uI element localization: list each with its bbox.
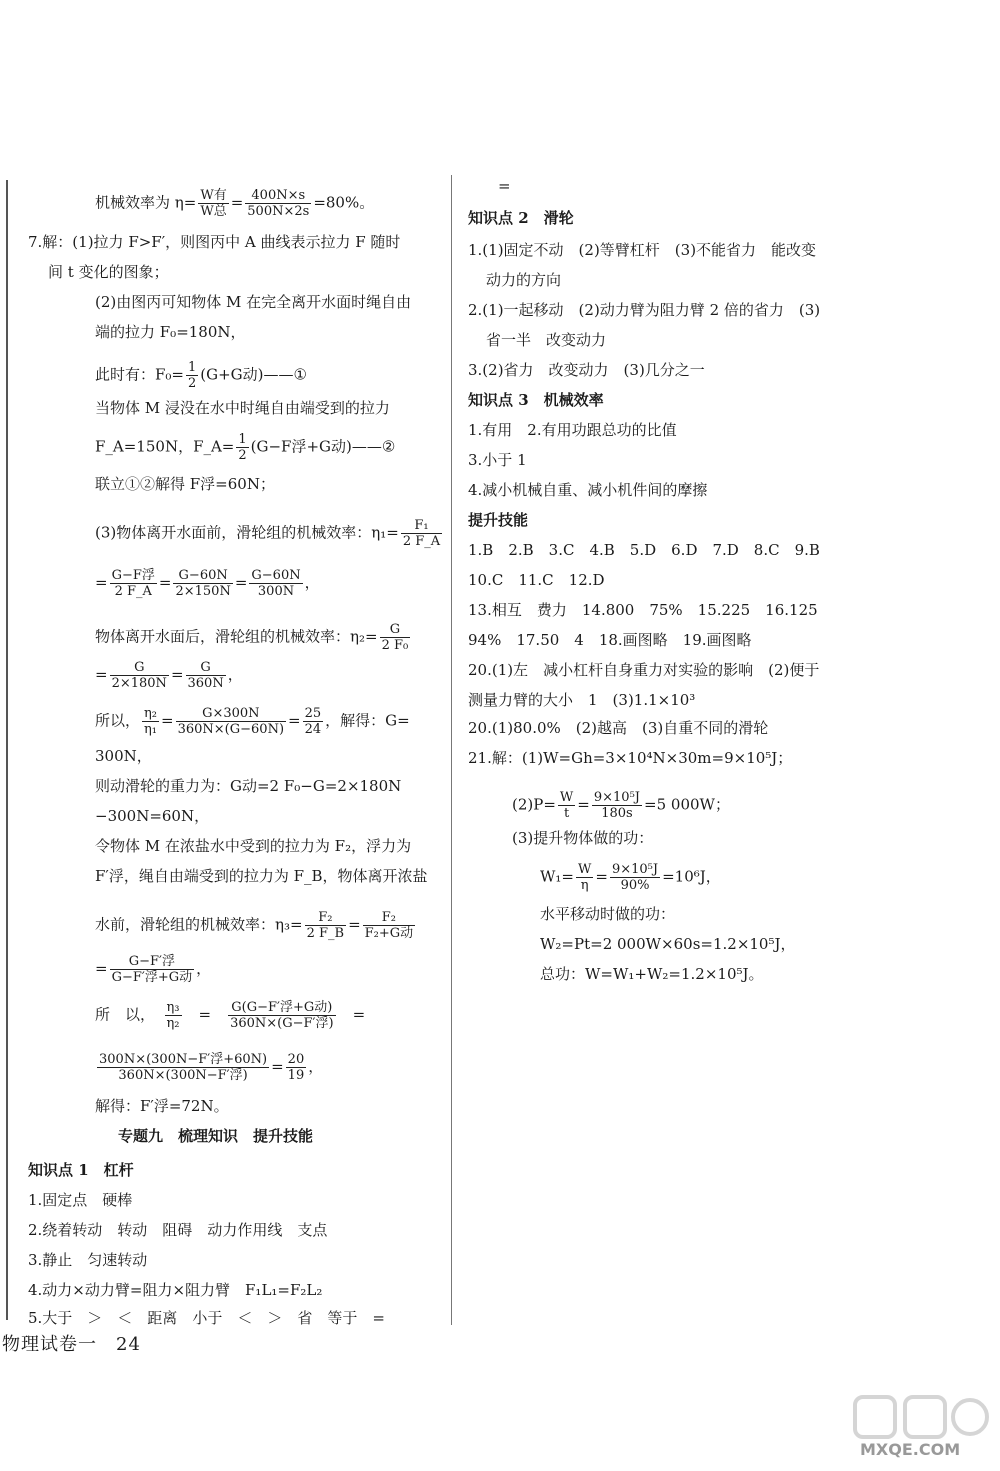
equation-text: = — [271, 1057, 284, 1076]
right-line-19: 21.解：(1)W=Gh=3×10⁴N×30m=9×10⁵J； — [468, 749, 793, 767]
fraction-denominator: 360N×(G−F′浮) — [230, 1016, 334, 1031]
fraction-denominator: 300N — [257, 584, 295, 599]
fraction-denominator: 2×150N — [175, 584, 231, 599]
equation-text: (3)物体离开水面前，滑轮组的机械效率：η₁= — [95, 523, 399, 542]
fraction-denominator: 2 F₀ — [381, 638, 409, 653]
right-line-21: (3)提升物体做的功： — [512, 829, 654, 847]
fraction — [303, 706, 324, 737]
fraction-denominator: 360N — [187, 676, 224, 691]
fraction-denominator: 2 F_A — [114, 584, 152, 599]
fraction-numerator: 25 — [304, 706, 322, 721]
equation-text: (G+G动)——① — [200, 365, 307, 384]
fraction — [142, 706, 159, 737]
fraction-numerator: 1 — [188, 360, 197, 375]
fraction — [380, 622, 411, 653]
fraction — [110, 660, 169, 691]
right-line-10: 4.减小机械自重、减小机件间的摩擦 — [468, 481, 708, 499]
right-line-9: 3.小于 1 — [468, 451, 527, 469]
left-line-16: −300N=60N， — [95, 807, 210, 825]
equation-text: = — [348, 915, 361, 934]
fraction — [576, 862, 593, 893]
right-line-5: 省一半 改变动力 — [486, 331, 607, 349]
fraction-denominator: G−F′浮+G动 — [111, 970, 193, 985]
fraction-denominator: η₁ — [144, 722, 158, 737]
fraction-numerator: 1 — [238, 432, 247, 447]
left-line-27: 2.绕着转动 转动 阻碍 动力作用线 支点 — [28, 1221, 328, 1239]
fraction-numerator: W — [578, 862, 592, 877]
equation-text: = — [158, 573, 172, 592]
fraction — [236, 432, 248, 463]
fraction — [110, 954, 195, 985]
fraction-numerator: G−F浮 — [111, 568, 155, 583]
left-line-5 — [95, 360, 307, 391]
left-line-30: 5.大于 ＞ ＜ 距离 小于 ＜ ＞ 省 等于 = — [28, 1309, 385, 1327]
equation-text: = — [161, 711, 174, 730]
right-line-23: 水平移动时做的功： — [540, 905, 676, 923]
right-line-7: 知识点 3 机械效率 — [468, 391, 604, 409]
fraction-numerator: F₁ — [401, 518, 442, 534]
right-line-13: 10.C 11.C 12.D — [468, 571, 605, 589]
page-footer: 物理试卷一 24 — [2, 1334, 141, 1355]
left-line-21 — [95, 1000, 365, 1031]
left-line-4: 端的拉力 F₀=180N， — [95, 323, 246, 341]
right-line-1: 知识点 2 滑轮 — [468, 209, 574, 227]
fraction — [186, 360, 198, 391]
equation-text: 机械效率为 η= — [95, 193, 197, 212]
fraction-denominator: 360N×(300N−F′浮) — [118, 1068, 248, 1083]
equation-text: 所以， — [95, 711, 141, 730]
fraction-denominator: 2×180N — [111, 676, 167, 691]
fraction — [173, 568, 232, 599]
equation-text: 物体离开水面后，滑轮组的机械效率：η₂= — [95, 627, 378, 646]
fraction — [97, 1052, 269, 1083]
fraction — [558, 790, 575, 821]
equation-text: = — [288, 711, 301, 730]
equation-text: =80%。 — [313, 193, 375, 212]
fraction-denominator: F₂+G动 — [364, 926, 414, 941]
fraction-denominator: 180s — [601, 806, 633, 821]
fraction — [249, 568, 302, 599]
right-line-12: 1.B 2.B 3.C 4.B 5.D 6.D 7.D 8.C 9.B — [468, 541, 820, 559]
fraction-numerator: W — [559, 790, 574, 805]
equation-text: 水前，滑轮组的机械效率：η₃= — [95, 915, 303, 934]
equation-text: = — [337, 1005, 366, 1024]
left-line-6: 当物体 M 浸没在水中时绳自由端受到的拉力 — [95, 399, 390, 417]
equation-text: 所 以， — [95, 1005, 163, 1024]
fraction — [186, 660, 226, 691]
right-line-20 — [512, 790, 730, 821]
right-line-2: 1.(1)固定不动 (2)等臂杠杆 (3)不能省力 能改变 — [468, 241, 817, 259]
fraction-numerator: G−60N — [173, 568, 232, 584]
right-line-0: = — [498, 177, 511, 195]
fraction-numerator: G−60N — [251, 568, 301, 583]
column-divider — [451, 175, 452, 1325]
left-line-23: 解得：F′浮=72N。 — [95, 1097, 229, 1115]
fraction — [610, 862, 660, 893]
equation-text: ， — [304, 573, 320, 592]
fraction — [176, 706, 286, 737]
fraction — [592, 790, 642, 821]
fraction-denominator: 500N×2s — [247, 204, 310, 219]
left-line-2: 间 t 变化的图象； — [48, 263, 169, 281]
left-line-11 — [95, 622, 412, 653]
right-line-25: 总功：W=W₁+W₂=1.2×10⁵J。 — [540, 965, 764, 983]
equation-text: (2)P= — [512, 795, 556, 814]
fraction — [228, 1000, 335, 1031]
fraction-numerator: 9×10⁵J — [611, 862, 659, 877]
equation-text: =5 000W； — [644, 795, 730, 814]
equation-text: = — [230, 193, 244, 212]
left-line-0 — [95, 188, 374, 219]
left-line-24: 专题九 梳理知识 提升技能 — [118, 1127, 314, 1145]
left-line-28: 3.静止 匀速转动 — [28, 1251, 148, 1269]
right-line-16: 20.(1)左 减小杠杆自身重力对实验的影响 (2)便于 — [468, 661, 820, 679]
equation-text: (G−F浮+G动)——② — [250, 437, 396, 456]
left-line-7 — [95, 432, 395, 463]
equation-text: = — [95, 573, 108, 592]
fraction-numerator: F₂ — [363, 910, 416, 926]
left-line-17: 令物体 M 在浓盐水中受到的拉力为 F₂，浮力为 — [95, 837, 412, 855]
left-line-10 — [95, 568, 320, 599]
left-line-29: 4.动力×动力臂=阻力×阻力臂 F₁L₁=F₂L₂ — [28, 1281, 323, 1299]
equation-text: ，解得：G= — [325, 711, 410, 730]
equation-text: ， — [227, 665, 243, 684]
fraction-numerator: 300N×(300N−F′浮+60N) — [99, 1052, 268, 1067]
fraction-denominator: 19 — [287, 1068, 305, 1083]
fraction — [401, 518, 442, 549]
left-line-20 — [95, 954, 211, 985]
fraction — [110, 568, 157, 599]
fraction-denominator: 2 F_A — [402, 534, 441, 549]
fraction — [198, 188, 228, 219]
fraction-numerator: G−F′浮 — [110, 954, 195, 970]
equation-text: = — [95, 665, 108, 684]
fraction-numerator: 400N×s — [245, 188, 311, 204]
right-line-3: 动力的方向 — [486, 271, 562, 289]
right-line-18: 20.(1)80.0% (2)越高 (3)自重不同的滑轮 — [468, 719, 769, 737]
left-line-25: 知识点 1 杠杆 — [28, 1161, 134, 1179]
fraction-denominator: 360N×(G−60N) — [177, 722, 285, 737]
watermark-text: MXQE.COM — [860, 1440, 961, 1459]
equation-text: = — [595, 867, 608, 886]
fraction-denominator: η₂ — [166, 1016, 180, 1031]
fraction-numerator: W有 — [200, 188, 227, 203]
equation-text: = — [170, 665, 184, 684]
left-line-8: 联立①②解得 F浮=60N； — [95, 475, 275, 493]
fraction-numerator: η₃ — [166, 1000, 180, 1015]
left-line-3: (2)由图丙可知物体 M 在完全离开水面时绳自由 — [95, 293, 412, 311]
right-line-15: 94% 17.50 4 18.画图略 19.画图略 — [468, 631, 752, 649]
left-line-22 — [95, 1052, 323, 1083]
equation-text: W₁= — [540, 867, 574, 886]
right-line-22 — [540, 862, 721, 893]
left-line-9 — [95, 518, 444, 549]
fraction-numerator: 20 — [287, 1052, 305, 1067]
fraction-numerator: G×300N — [176, 706, 286, 722]
fraction-numerator: G — [110, 660, 169, 676]
equation-text: 此时有：F₀= — [95, 365, 184, 384]
fraction-numerator: G — [380, 622, 411, 638]
fraction — [165, 1000, 182, 1031]
equation-text: = — [577, 795, 590, 814]
fraction-denominator: 2 — [188, 376, 197, 391]
right-line-4: 2.(1)一起移动 (2)动力臂为阻力臂 2 倍的省力 (3) — [468, 301, 821, 319]
fraction — [286, 1052, 307, 1083]
equation-text: = — [234, 573, 248, 592]
left-line-19 — [95, 910, 417, 941]
equation-text: F_A=150N，F_A= — [95, 437, 235, 456]
fraction — [245, 188, 311, 219]
equation-text: ， — [196, 959, 212, 978]
fraction-denominator: t — [563, 806, 570, 821]
left-line-18: F′浮，绳自由端受到的拉力为 F_B，物体离开浓盐 — [95, 867, 428, 885]
equation-text: ， — [308, 1057, 324, 1076]
left-line-15: 则动滑轮的重力为：G动=2 F₀−G=2×180N — [95, 777, 402, 795]
right-line-11: 提升技能 — [468, 511, 529, 529]
fraction-denominator: 2 F_B — [306, 926, 345, 941]
right-line-17: 测量力臂的大小 1 (3)1.1×10³ — [468, 691, 696, 709]
fraction-numerator: G — [186, 660, 226, 676]
left-line-13 — [95, 706, 410, 737]
fraction-denominator: η — [580, 878, 589, 893]
left-margin-rule — [6, 180, 8, 1320]
equation-text: = — [95, 959, 108, 978]
fraction — [363, 910, 416, 941]
left-line-14: 300N， — [95, 747, 152, 765]
right-line-8: 1.有用 2.有用功跟总功的比值 — [468, 421, 677, 439]
fraction-numerator: 9×10⁵J — [593, 790, 641, 805]
fraction-denominator: 2 — [238, 448, 247, 463]
fraction-numerator: F₂ — [305, 910, 346, 926]
fraction-numerator: η₂ — [144, 706, 158, 721]
equation-text: = — [183, 1005, 227, 1024]
fraction — [305, 910, 346, 941]
left-line-26: 1.固定点 硬棒 — [28, 1191, 133, 1209]
left-line-12 — [95, 660, 243, 691]
fraction-numerator: G(G−F′浮+G动) — [228, 1000, 335, 1016]
fraction-denominator: 90% — [620, 878, 650, 893]
fraction-denominator: 24 — [304, 722, 322, 737]
fraction-denominator: W总 — [200, 204, 227, 219]
right-line-6: 3.(2)省力 改变动力 (3)几分之一 — [468, 361, 705, 379]
right-line-14: 13.相互 费力 14.800 75% 15.225 16.125 — [468, 601, 818, 619]
left-line-1: 7.解：(1)拉力 F>F′，则图丙中 A 曲线表示拉力 F 随时 — [28, 233, 401, 251]
right-line-24: W₂=Pt=2 000W×60s=1.2×10⁵J， — [540, 935, 796, 953]
equation-text: =10⁶J， — [662, 867, 721, 886]
